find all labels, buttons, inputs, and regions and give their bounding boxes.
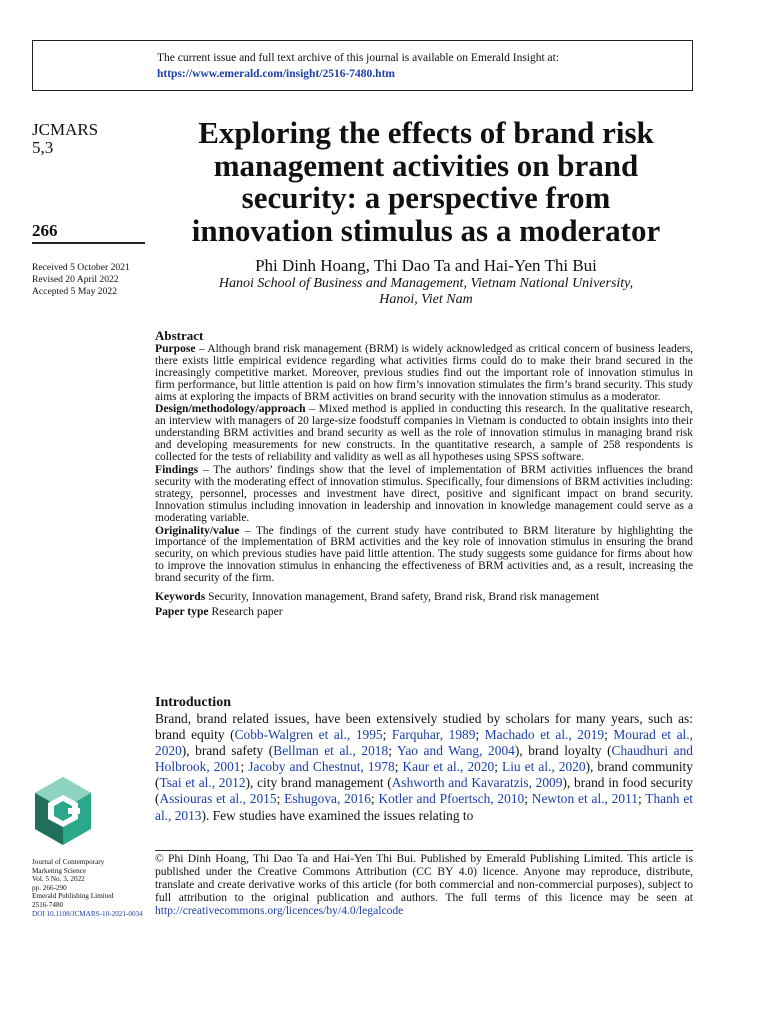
originality-text: – The findings of the current study have contributed to BRM literature by highlighting the importance of the implementation of BRM activities and the key role of innovation stimulus in ensuring the brand security, on which previous studies have paid little attention. The study suggests some guidance for firms about how to improve the innovation stimulus in enhancing the effectiveness of BRM activities and, as a result, increasing the brand security of the firm. <box>155 524 693 585</box>
intro-text: ), city brand management ( <box>245 775 392 791</box>
license-rule <box>155 850 693 851</box>
intro-text: ), brand safety ( <box>181 743 274 759</box>
intro-text: ; <box>382 727 392 743</box>
emerald-hexagon-logo-icon <box>32 775 94 847</box>
volume-issue-text: 5,3 <box>32 138 54 157</box>
citation-link[interactable]: Bellman et al., 2018 <box>273 743 389 759</box>
citation-link[interactable]: Assiouras et al., 2015 <box>159 791 277 807</box>
title-line-1: Exploring the effects of brand risk <box>198 115 654 150</box>
keywords <box>155 589 693 619</box>
title-line-3: security: a perspective from <box>241 180 611 215</box>
page-number-rule <box>32 242 145 244</box>
citation-link[interactable]: Cobb-Walgren et al., 1995 <box>234 727 383 743</box>
journal-info-line: 2516-7480 <box>32 900 64 909</box>
design-label: Design/methodology/approach <box>155 402 306 416</box>
citation-link[interactable]: Machado et al., 2019 <box>484 727 605 743</box>
author-list: Phi Dinh Hoang, Thi Dao Ta and Hai-Yen Thi Bui <box>255 256 597 275</box>
abstract-originality <box>155 525 693 586</box>
intro-text: ; <box>475 727 485 743</box>
article-history <box>32 262 130 297</box>
journal-info <box>32 858 147 918</box>
archive-notice-text: The current issue and full text archive of this journal is available on Emerald Insight at: <box>157 52 560 64</box>
citation-link[interactable]: Kaur et al., 2020 <box>402 759 495 775</box>
papertype-label: Paper type <box>155 605 209 619</box>
abstract-section <box>155 330 693 619</box>
papertype-text: Research paper <box>208 605 283 619</box>
journal-info-line: Vol. 5 No. 3, 2022 <box>32 875 85 884</box>
citation-link[interactable]: Newton et al., 2011 <box>531 791 638 807</box>
findings-label: Findings <box>155 462 199 476</box>
citation-link[interactable]: Liu et al., 2020 <box>502 759 586 775</box>
journal-info-line: pp. 266-290 <box>32 883 67 892</box>
intro-text: ), brand in food security ( <box>155 775 694 807</box>
abstract-findings <box>155 464 693 525</box>
citation-link[interactable]: Kotler and Pfoertsch, 2010 <box>378 791 525 807</box>
introduction-paragraph <box>155 711 693 824</box>
journal-abbreviation <box>32 121 98 157</box>
abstract-heading: Abstract <box>155 328 204 343</box>
purpose-text: – Although brand risk management (BRM) is widely acknowledged as critical concern of business leaders, there exists little empirical evidence regarding what activities firms could do to make their brand secured in the increasingly competitive market. Moreover, previous studies find out the important role of innovation stimulus in firm performance, but little attention is paid on how firm’s innovation stimulates the firm’s brand security. This study aims at exploring the impacts of BRM activities on brand security with the innovation stimulus as a moderator. <box>155 342 693 403</box>
intro-text: ; <box>240 759 249 775</box>
intro-text: ; <box>637 791 646 807</box>
journal-info-line: Journal of Contemporary <box>32 858 105 866</box>
archive-url-link[interactable]: https://www.emerald.com/insight/2516-7480.htm <box>157 68 395 80</box>
design-text: – Mixed method is applied in conducting this research. In the qualitative research, an interview with managers of 20 large-size foodstuff companies in Vietnam is conducted to obtain insights into their understanding BRM activities and brand security as well as the role of innovation stimulus in managing brand risk and developing measurements for new constructs. In the quantitative research, a sample of 258 respondents is collected for the tests of reliability and validity as well as all hypotheses using SPSS software. <box>155 403 693 464</box>
intro-text: ). Few studies have examined the issues relating to <box>201 807 474 823</box>
citation-link[interactable]: Mourad et al., 2020 <box>155 727 693 759</box>
introduction-section <box>155 694 693 824</box>
citation-link[interactable]: Jacoby and Chestnut, 1978 <box>248 759 395 775</box>
license-notice <box>155 852 693 917</box>
revised-date: Revised 20 April 2022 <box>32 273 119 285</box>
affiliation <box>150 276 702 308</box>
introduction-heading: Introduction <box>155 695 231 710</box>
affiliation-line-2: Hanoi, Viet Nam <box>379 292 473 307</box>
intro-text: Brand, brand related issues, have been extensively studied by scholars for many years, such as: brand equity ( <box>155 711 693 743</box>
license-url-link[interactable]: http://creativecommons.org/licences/by/4.0/legalcode <box>155 904 404 918</box>
purpose-label: Purpose <box>155 341 196 355</box>
article-title <box>150 117 702 247</box>
keywords-text: Security, Innovation management, Brand safety, Brand risk, Brand risk management <box>205 590 600 604</box>
license-text: © Phi Dinh Hoang, Thi Dao Ta and Hai-Yen Thi Bui. Published by Emerald Publishing Limited. This article is published under the Creative Commons Attribution (CC BY 4.0) licence. Anyone may reproduce, distribute, translate and create derivative works of this article (for both commercial and non-commercial purposes), subject to full attribution to the original publication and authors. The full terms of this licence may be seen at <box>155 852 693 905</box>
citation-link[interactable]: Thanh et al., 2013 <box>155 791 693 823</box>
title-line-4: innovation stimulus as a moderator <box>191 212 661 248</box>
journal-info-line: Emerald Publishing Limited <box>32 892 114 901</box>
received-date: Received 5 October 2021 <box>32 262 130 273</box>
intro-text: ; <box>388 743 397 759</box>
citation-link[interactable]: Eshugova, 2016 <box>284 791 371 807</box>
abstract-purpose <box>155 343 693 404</box>
citation-link[interactable]: Farquhar, 1989 <box>391 727 476 743</box>
journal-info-line: Marketing Science <box>32 866 87 875</box>
journal-abbr-text: JCMARS <box>32 120 99 139</box>
intro-text: ; <box>276 791 285 807</box>
citation-link[interactable]: Yao and Wang, 2004 <box>397 743 515 759</box>
intro-text: ; <box>370 791 379 807</box>
title-line-2: management activities on brand <box>213 147 639 183</box>
originality-label: Originality/value <box>155 523 240 537</box>
archive-notice-box <box>32 40 693 91</box>
doi-link[interactable]: DOI 10.1108/JCMARS-10-2021-0034 <box>32 909 143 918</box>
findings-text: – The authors’ findings show that the level of implementation of BRM activities influences the brand security with the moderating effect of innovation stimulus. Specifically, four dimensions of BRM activities including: strategy, personnel, processes and investment have direct, positive and significant impact on brand security. Innovation stimulus including innovation in leadership and innovation in knowledge management could serve as a moderating variable. <box>155 463 693 524</box>
abstract-design <box>155 403 693 464</box>
accepted-date: Accepted 5 May 2022 <box>32 285 117 297</box>
intro-text: ; <box>494 759 503 775</box>
intro-text: ; <box>524 791 532 807</box>
intro-text: ; <box>394 759 403 775</box>
keywords-label: Keywords <box>155 590 206 604</box>
citation-link[interactable]: Tsai et al., 2012 <box>159 775 246 791</box>
citation-link[interactable]: Ashworth and Kavaratzis, 2009 <box>391 775 563 791</box>
intro-text: ), brand loyalty ( <box>514 743 612 759</box>
intro-text: ), brand community ( <box>155 759 693 791</box>
affiliation-line-1: Hanoi School of Business and Management, Vietnam National University, <box>218 276 634 291</box>
page-number: 266 <box>32 221 58 240</box>
intro-text: ; <box>604 727 614 743</box>
citation-link[interactable]: Chaudhuri and Holbrook, 2001 <box>155 743 693 775</box>
